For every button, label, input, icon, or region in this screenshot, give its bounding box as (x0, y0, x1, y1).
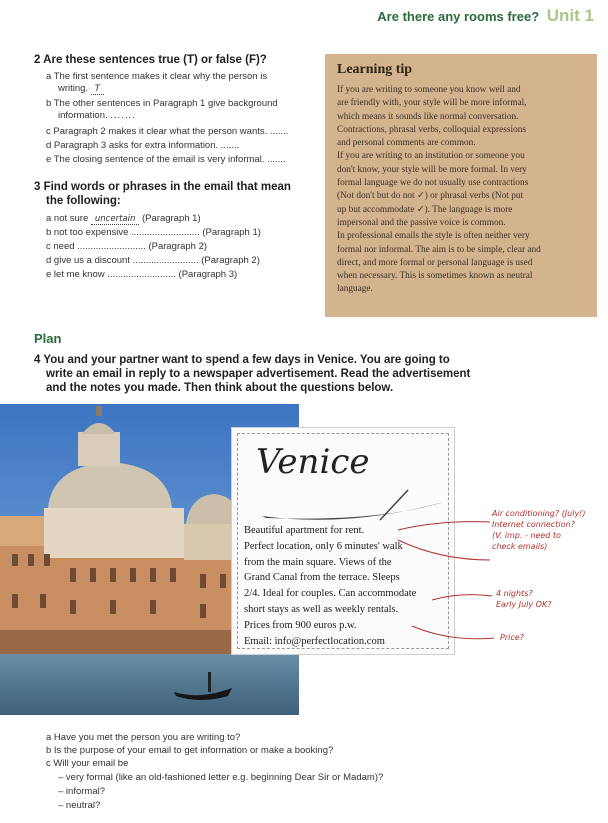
exercise-4-text: 4 You and your partner want to spend a few days in Venice. You are going to write an email in reply to a newspaper advertisement. Read the advertisement and the notes you made. Then think about the questions below. (34, 354, 471, 394)
ad-title: Venice (256, 442, 370, 482)
ex2-item-a: a The first sentence makes it clear why the person is writing. T (46, 71, 268, 94)
learning-tip-body: If you are writing to someone you know well and are friendly with, your style will be more informal, which means it sounds like normal conversation. Contractions, phrasal verbs, colloquial expressions and personal comments are common. If you are writing to an institution or someone you don't know, your style will be more formal. In very formal language we do not usually use contractions (Not don't but do not ✓) or phrasal verbs (Not put up but accommodate ✓). The language is more impersonal and the passive voice is common. In professional emails the style is often neither very formal nor informal. The aim is to be simple, clear and direct, and more formal or personal language is used when necessary. This is sometimes known as neutral language. (337, 85, 541, 295)
ex3-item-d: d give us a discount ......................... (Paragraph 2) (46, 255, 260, 266)
note-price: Price? (500, 633, 524, 642)
ex2-item-b: b The other sentences in Paragraph 1 give background information. ....... (46, 98, 278, 121)
header-title: Are there any rooms free? (377, 9, 540, 24)
note-aircon-internet: Air conditioning? (July!) Internet connection? (V. imp. - need to check emails) (492, 509, 586, 551)
ex2-answer-a: T (91, 84, 104, 95)
question-c-option-2: – informal? (58, 786, 105, 797)
question-b: b Is the purpose of your email to get information or make a booking? (46, 745, 334, 756)
exercise-3-heading: 3 Find words or phrases in the email that mean the following: (34, 181, 291, 207)
plan-heading: Plan (34, 331, 62, 346)
learning-tip-title: Learning tip (337, 62, 413, 77)
question-c-option-3: – neutral? (58, 800, 101, 811)
question-a: a Have you met the person you are writing to? (46, 732, 241, 743)
ex2-item-e: e The closing sentence of the email is very informal. ....... (46, 154, 286, 165)
ex3-item-b: b not too expensive .......................... (Paragraph 1) (46, 227, 261, 238)
question-c: c Will your email be (46, 758, 129, 769)
unit-label: Unit 1 (546, 6, 594, 25)
ex2-item-d: d Paragraph 3 asks for extra information. ....... (46, 140, 240, 151)
ex3-item-a: a not sure uncertain (Paragraph 1) (46, 213, 201, 224)
ex3-item-e: e let me know .......................... (Paragraph 3) (46, 269, 238, 280)
exercise-2-heading: 2 Are these sentences true (T) or false (F)? (34, 54, 267, 66)
note-nights-july: 4 nights? Early July OK? (496, 589, 552, 609)
question-c-option-1: – very formal (like an old-fashioned letter e.g. beginning Dear Sir or Madam)? (58, 772, 384, 783)
ad-text: Beautiful apartment for rent. Perfect location, only 6 minutes' walk from the main square. Views of the Grand Canal from the terrace. Sleeps 2/4. Ideal for couples. Can accommodate short stays as well as weekly rentals. Prices from 900 euros p.w. Email: info@perfectlocation.com (244, 525, 417, 647)
ex3-answer-a: uncertain (91, 214, 139, 225)
ex3-item-c: c need .......................... (Paragraph 2) (46, 241, 208, 252)
ex2-item-c: c Paragraph 2 makes it clear what the person wants. ....... (46, 126, 289, 137)
